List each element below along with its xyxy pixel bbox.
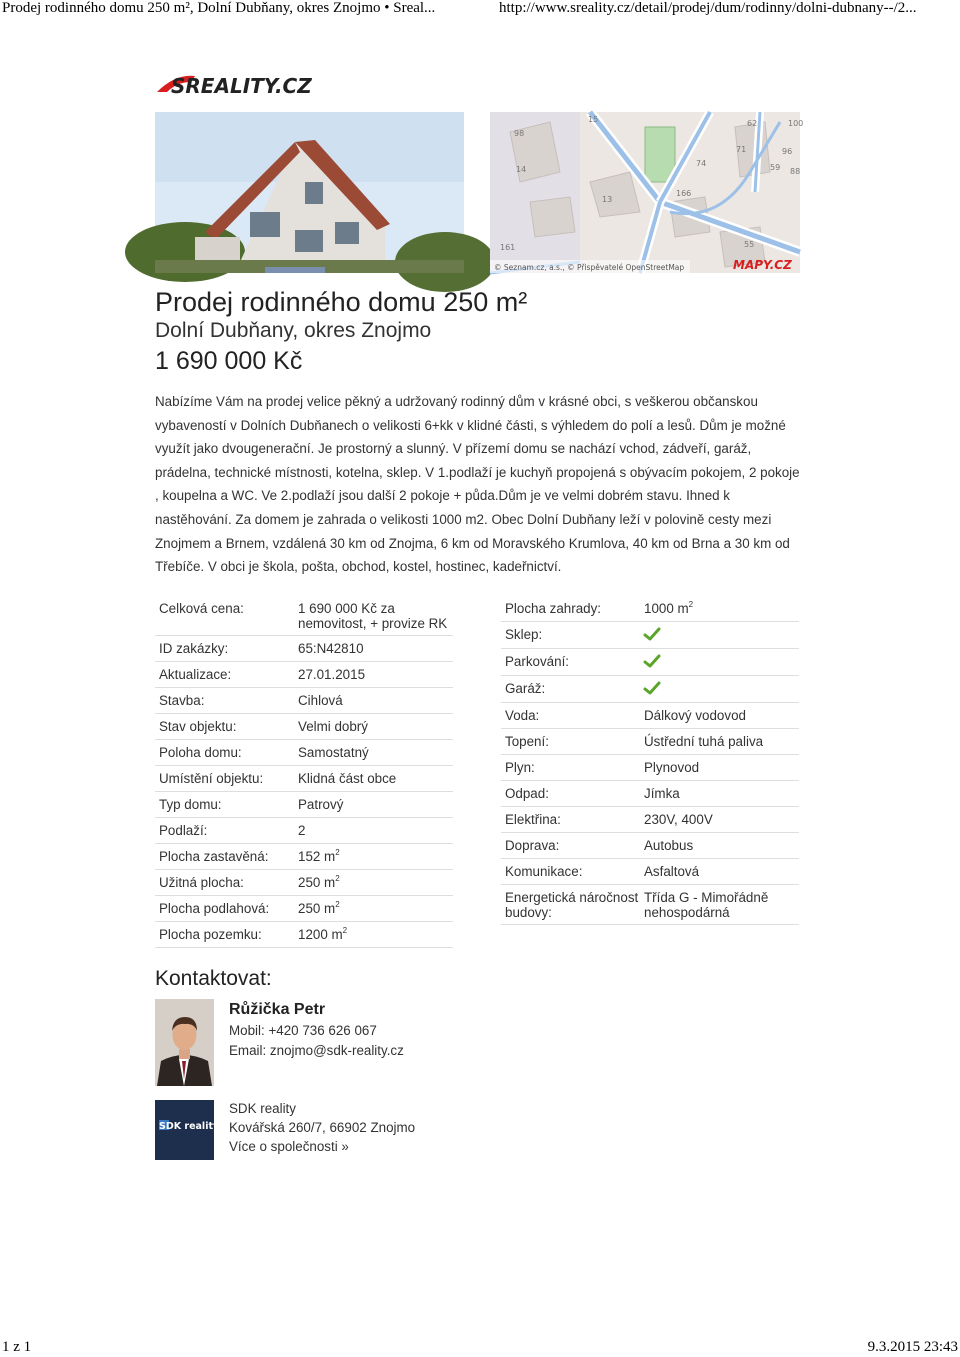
param-label: Sklep: [505, 627, 543, 642]
param-value: Patrový [298, 797, 344, 812]
unit-superscript: 2 [342, 926, 348, 935]
param-row [501, 676, 799, 703]
company-logo-text: SDK reality [159, 1121, 220, 1132]
param-label: Stav objektu: [159, 719, 237, 734]
print-header [0, 0, 960, 18]
param-row [155, 714, 453, 740]
param-value [644, 627, 795, 644]
param-label: Voda: [505, 708, 540, 723]
map-label: 15 [588, 115, 599, 124]
param-value: 65:N42810 [298, 641, 364, 656]
map-attribution: © Seznam.cz, a.s., © Přispěvatelé OpenStreetMap [494, 263, 685, 272]
param-label: Celková cena: [159, 601, 244, 616]
price: 1 690 000 Kč [155, 347, 303, 375]
param-row [501, 781, 799, 807]
param-label: Garáž: [505, 681, 546, 696]
param-value: Asfaltová [644, 864, 700, 879]
param-label: Topení: [505, 734, 549, 749]
param-value [644, 681, 795, 698]
param-row [501, 755, 799, 781]
param-row [155, 636, 453, 662]
param-value: Klidná část obce [298, 771, 397, 786]
param-label: Umístění objektu: [159, 771, 264, 786]
param-value: Velmi dobrý [298, 719, 368, 734]
map-label: 166 [676, 189, 692, 198]
param-value: Ústřední tuhá paliva [644, 734, 764, 749]
map-brand-logo: MAPY.CZ [733, 258, 792, 272]
print-datetime: 9.3.2015 23:43 [867, 1339, 958, 1355]
param-value: 250 $m^2$ [298, 900, 340, 916]
sdk-logo-icon [155, 1100, 220, 1160]
avatar-icon [155, 999, 214, 1086]
map-label: 14 [516, 165, 527, 174]
param-value: 250 $m^2$ [298, 874, 340, 890]
param-label: Doprava: [505, 838, 560, 853]
company-address: Kovářská 260/7, 66902 Znojmo [229, 1120, 416, 1135]
map-label: 100 [788, 119, 804, 128]
location-subtitle: Dolní Dubňany, okres Znojmo [155, 319, 432, 342]
param-row [501, 729, 799, 755]
description: Nabízíme Vám na prodej velice pěkný a udržovaný rodinný dům v krásné obci, s veškerou občanskou vybaveností v Dolních Dubňanech o velikosti 6+kk v klidné části, s výhledem do polí a lesů. Dům je možné využít jako dvougenerační. Je prostorný a slunný. V přízemí domu se nachází vchod, zádveří, garáž, prádelna, technické místnosti, kotelna, sklep. V 1.podlaží je kuchyň propojená s obývacím pokojem, 2 pokoje , koupelna a WC. Ve 2.podlaží jsou další 2 pokoje + půda.Dům je ve velmi dobrém stavu. Ihned k nastěhování. Za domem je zahrada o velikosti 1000 m2. Obec Dolní Dubňany leží v polovině cesty mezi Znojmem a Brnem, vzdálená 30 km od Znojma, 6 km od Moravského Krumlova, 40 km od Brna a 30 km od Třebíče. V obci je škola, pošta, obchod, kostel, hostinec, kadeřnictví. [155, 394, 800, 575]
param-label: Plocha podlahová: [159, 901, 270, 916]
param-value: 230V, 400V [644, 812, 713, 827]
param-row [501, 649, 799, 676]
param-label: Plocha pozemku: [159, 927, 262, 942]
map-label: 98 [514, 129, 525, 138]
param-label: Odpad: [505, 786, 549, 801]
param-value: Samostatný [298, 745, 369, 760]
agent-name: Růžička Petr [229, 1001, 326, 1018]
param-label: Stavba: [159, 693, 205, 708]
agent-mobile[interactable]: Mobil: +420 736 626 067 [229, 1023, 377, 1038]
param-label: Elektřina: [505, 812, 561, 827]
print-header-title: Prodej rodinného domu 250 m², Dolní Dubňany, okres Znojmo • Sreal... [2, 0, 436, 16]
param-value: 2 [298, 823, 306, 838]
unit-superscript: 2 [335, 874, 340, 883]
param-value: Cihlová [298, 693, 343, 708]
param-label: Užitná plocha: [159, 875, 244, 890]
param-label: Typ domu: [159, 797, 222, 812]
param-row [155, 688, 453, 714]
map-label: 62 [747, 119, 758, 128]
param-row [155, 792, 453, 818]
agent-email[interactable]: Email: znojmo@sdk-reality.cz [229, 1043, 404, 1058]
param-value: 1000 $m^2$ [644, 600, 694, 616]
param-value [644, 654, 795, 671]
param-label: Podlaží: [159, 823, 208, 838]
map-label: 59 [770, 163, 781, 172]
param-row [155, 896, 453, 922]
param-value: 27.01.2015 [298, 667, 366, 682]
param-label: Plocha zahrady: [505, 601, 602, 616]
param-label: Plyn: [505, 760, 535, 775]
params-table-right [501, 596, 799, 925]
contact-heading: Kontaktovat: [155, 967, 272, 990]
logo-text: SREALITY.CZ [171, 74, 312, 98]
map-label: 96 [782, 147, 793, 156]
param-label: Komunikace: [505, 864, 583, 879]
param-label: Poloha domu: [159, 745, 242, 760]
map-label: 161 [500, 243, 516, 252]
map-label: 71 [736, 145, 747, 154]
param-value: Jímka [644, 786, 680, 801]
agent-info [229, 1000, 404, 1061]
param-row [501, 703, 799, 729]
check-icon [644, 627, 660, 641]
map-label: 74 [696, 159, 707, 168]
page-title: Prodej rodinného domu 250 m² [155, 287, 528, 317]
check-icon [644, 654, 660, 668]
param-value: Dálkový vodovod [644, 708, 746, 723]
param-value: Třída G - Mimořádně nehospodárná [644, 890, 769, 920]
param-row [501, 859, 799, 885]
agent-photo [155, 999, 214, 1086]
company-info [229, 1099, 415, 1156]
map-label: 55 [744, 240, 755, 249]
print-header-url: http://www.sreality.cz/detail/prodej/dum/rodinny/dolni-dubnany--/2... [499, 0, 917, 16]
param-label: Energetická náročnost budovy: [505, 890, 639, 920]
house-photo-icon [155, 112, 464, 273]
company-name: SDK reality [229, 1101, 296, 1116]
map-icon [490, 112, 804, 273]
param-label: ID zakázky: [159, 641, 229, 656]
param-row [155, 740, 453, 766]
unit-superscript: 2 [335, 848, 340, 857]
location-map[interactable] [490, 112, 804, 273]
param-row [155, 844, 453, 870]
param-value: 1 690 000 Kč za nemovitost, + provize RK [298, 601, 448, 631]
param-row [155, 870, 453, 896]
param-row [155, 818, 453, 844]
sreality-logo[interactable] [155, 70, 330, 100]
param-row [501, 622, 799, 649]
param-row [155, 766, 453, 792]
params-table-left [155, 596, 453, 948]
sreality-logo-icon [155, 70, 330, 100]
listing-title [155, 286, 795, 378]
param-row [501, 833, 799, 859]
param-label: Aktualizace: [159, 667, 232, 682]
map-label: 88 [790, 167, 801, 176]
check-icon [644, 681, 660, 695]
unit-superscript: 2 [688, 600, 694, 609]
property-photo[interactable] [155, 112, 464, 273]
param-label: Plocha zastavěná: [159, 849, 269, 864]
param-value: 152 $m^2$ [298, 848, 340, 864]
param-value: 1200 $m^2$ [298, 926, 348, 942]
param-row [155, 596, 453, 636]
param-label: Parkování: [505, 654, 570, 669]
param-row [501, 807, 799, 833]
company-logo[interactable] [155, 1100, 220, 1160]
map-label: 13 [602, 195, 613, 204]
param-value: Plynovod [644, 760, 700, 775]
unit-superscript: 2 [335, 900, 340, 909]
param-value: Autobus [644, 838, 694, 853]
param-row [501, 596, 799, 622]
param-row [155, 662, 453, 688]
param-row [155, 922, 453, 948]
company-more-link[interactable]: Více o společnosti » [229, 1139, 349, 1154]
page-count: 1 z 1 [2, 1339, 32, 1355]
param-row [501, 885, 799, 925]
